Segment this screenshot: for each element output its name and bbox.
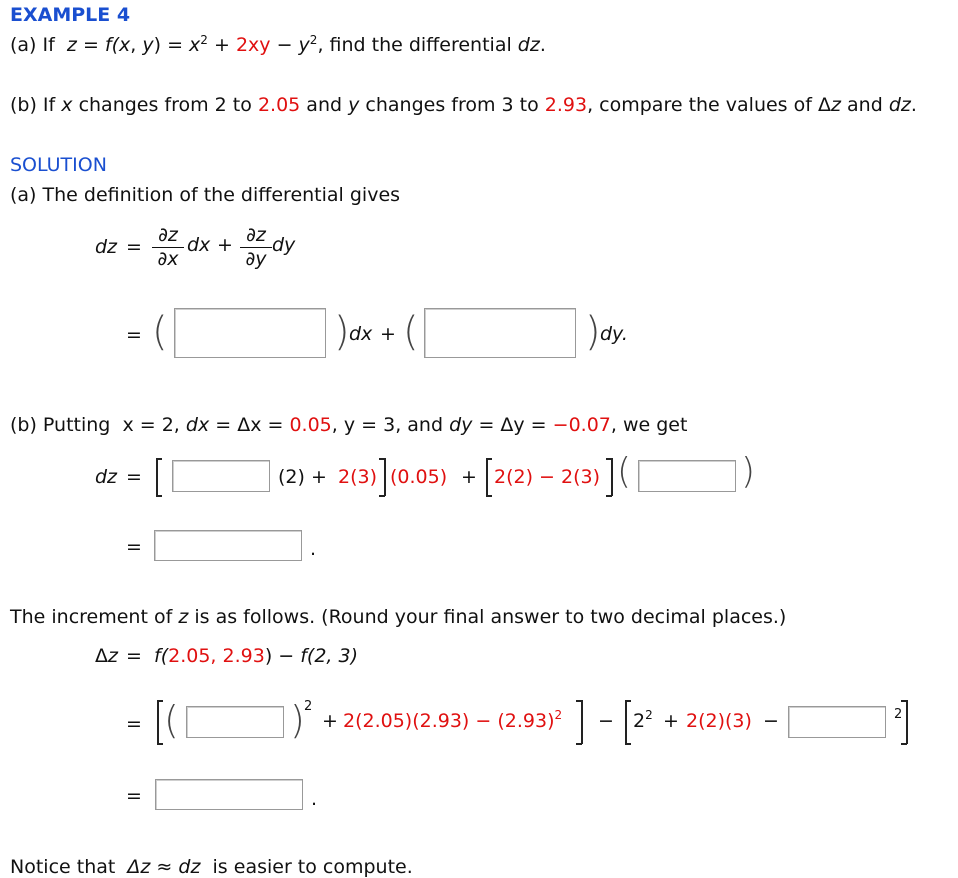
right-paren-3: ): [741, 451, 756, 492]
term-222-3: 2(2) − 2(3): [494, 466, 601, 488]
right-bracket-3: [581, 700, 583, 744]
increment-intro: The increment of z is as follows. (Round your final answer to two decimal places.): [10, 606, 787, 628]
two-squared: $2^2$: [633, 708, 653, 732]
delta-z-expr: f(2.05, 2.93) − f(2, 3): [154, 645, 359, 667]
y-sq-input[interactable]: [788, 706, 886, 738]
dz-label-2: dz: [95, 466, 118, 488]
left-bracket-3-top: [157, 700, 163, 702]
right-bracket-1: [384, 458, 386, 496]
dz-result-input[interactable]: [154, 530, 302, 561]
term-2xy: 2xy: [235, 34, 271, 56]
term-005: (0.05): [390, 466, 448, 488]
coef-x-input[interactable]: [172, 460, 270, 492]
left-bracket-2-top: [486, 458, 492, 460]
solution-a-intro: (a) The definition of the differential gives: [10, 184, 401, 206]
x-new-value: 2.05: [257, 94, 301, 116]
right-bracket-1-bottom: [379, 495, 385, 497]
delta-z-result-input[interactable]: [155, 779, 303, 810]
solution-heading: SOLUTION: [10, 154, 107, 176]
exp-2: 2: [304, 699, 313, 714]
term-2-plus: (2) +: [278, 466, 327, 488]
partial-y-input[interactable]: [424, 308, 576, 358]
equals-3: =: [126, 466, 142, 488]
dot-2: .: [311, 788, 318, 810]
left-bracket-3-bottom: [157, 743, 163, 745]
right-bracket-4: [906, 700, 908, 744]
dz-label-1: dz: [95, 236, 118, 258]
left-bracket-4: [625, 700, 627, 744]
mid-expr: $2(2.05)(2.93) - (2.93)^2$: [343, 708, 563, 732]
right-bracket-3-top: [576, 700, 582, 702]
right-paren-2: ): [585, 309, 601, 355]
fraction-dz-dx: ∂z ∂x: [152, 226, 184, 269]
left-paren-2: (: [403, 309, 419, 355]
right-bracket-2: [611, 458, 613, 496]
left-bracket-4-top: [625, 700, 631, 702]
right-bracket-3-bottom: [576, 743, 582, 745]
dx-term-2: dx: [349, 323, 373, 345]
term-2-3: 2(3): [338, 466, 378, 488]
part-b-putting: (b) Putting x = 2, dx = Δx = 0.05, y = 3, and dy = Δy = −0.07, we get: [10, 414, 688, 436]
dot-1: .: [310, 538, 317, 560]
minus-2: −: [763, 710, 779, 732]
equals-7: =: [126, 785, 142, 807]
equals-5: =: [126, 645, 142, 667]
problem-a: (a) If z = f(x, $y) = x^2 + 2xy - y^2$, find the differential dz.: [10, 33, 546, 56]
left-bracket-3: [157, 700, 159, 744]
equals-2: =: [126, 324, 142, 346]
two-two-three: 2(2)(3): [686, 710, 752, 732]
left-bracket-1-bottom: [156, 495, 162, 497]
dx-term: dx: [187, 234, 211, 256]
exp-2b: 2: [894, 707, 903, 722]
left-bracket-1-top: [156, 458, 162, 460]
dy-term-2: dy.: [600, 323, 628, 345]
problem-b: (b) If x changes from 2 to 2.05 and y changes from 3 to 2.93, compare the values of Δz and dz.: [10, 94, 917, 116]
dy-input[interactable]: [638, 460, 736, 492]
plus-1: +: [217, 234, 233, 256]
partial-x-input[interactable]: [174, 308, 326, 358]
plus-4: +: [322, 710, 338, 732]
left-paren-4: (: [164, 698, 179, 742]
plus-5: +: [663, 710, 679, 732]
left-paren-3: (: [617, 451, 632, 492]
right-bracket-2-top: [606, 458, 612, 460]
delta-z-label: Δz: [95, 645, 118, 667]
dy-value: −0.07: [552, 414, 611, 436]
right-bracket-4-top: [901, 700, 907, 702]
right-paren-4: ): [290, 698, 305, 742]
y-new-value: 2.93: [544, 94, 588, 116]
notice-line: Notice that Δz ≈ dz is easier to compute.: [10, 856, 413, 878]
equals-1: =: [126, 236, 142, 258]
left-bracket-1: [156, 458, 158, 496]
left-bracket-4-bottom: [625, 743, 631, 745]
example-title: EXAMPLE 4: [10, 4, 131, 26]
plus-3: +: [461, 466, 477, 488]
minus-1: −: [598, 710, 614, 732]
fraction-dz-dy: ∂z ∂y: [240, 226, 272, 269]
left-paren-1: (: [152, 309, 168, 355]
equals-4: =: [126, 536, 142, 558]
plus-2: +: [380, 323, 396, 345]
dx-value: 0.05: [289, 414, 332, 436]
left-bracket-2-bottom: [486, 495, 492, 497]
x-sq-input[interactable]: [186, 706, 284, 738]
equals-6: =: [126, 713, 142, 735]
right-bracket-2-bottom: [606, 495, 612, 497]
right-bracket-4-bottom: [901, 743, 907, 745]
right-paren-1: ): [334, 309, 350, 355]
dy-term: dy: [272, 234, 296, 256]
left-bracket-2: [486, 458, 488, 496]
right-bracket-1-top: [379, 458, 385, 460]
